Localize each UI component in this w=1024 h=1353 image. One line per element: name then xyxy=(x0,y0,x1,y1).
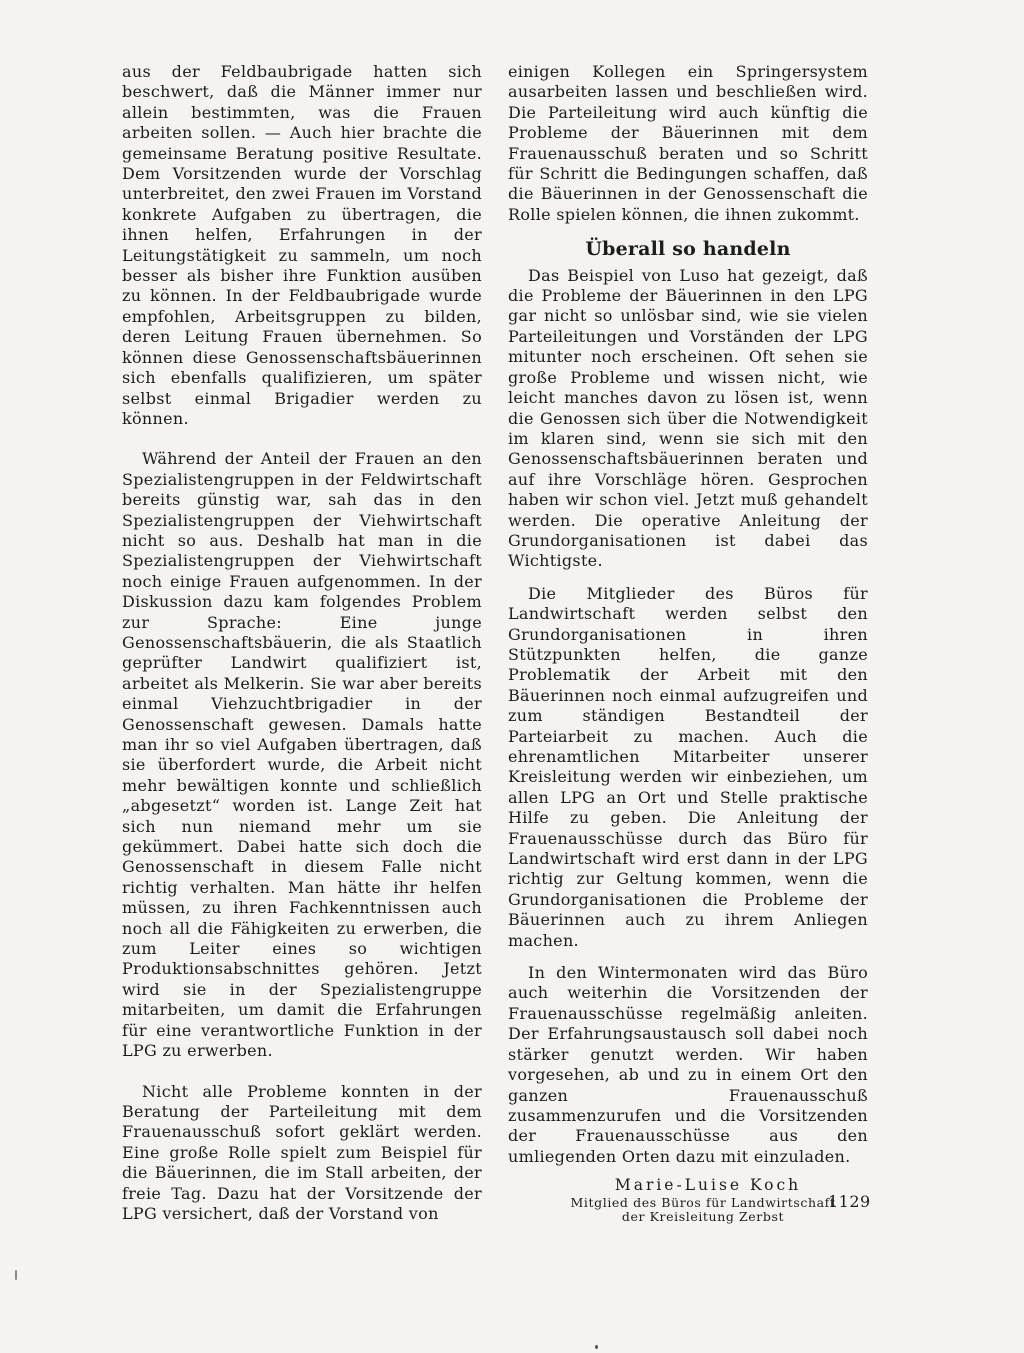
paragraph: Das Beispiel von Luso hat gezeigt, daß die Probleme der Bäuerinnen in den LPG gar nicht so unlösbar sind, wie sie vielen Parteileitungen und Vorständen der LPG mitunter noch erscheinen. Oft sehen sie große Probleme und wissen nicht, wie leicht manches davon zu lösen ist, wenn die Genossen sich über die Notwendigkeit im klaren sind, wenn sie sich mit den Genossenschaftsbäuerinnen beraten und auf ihre Vorschläge hören. Gesprochen haben wir schon viel. Jetzt muß gehandelt werden. Die operative Anleitung der Grundorganisationen ist dabei das Wichtigste. xyxy=(508,265,868,571)
print-speck xyxy=(595,1345,598,1349)
right-column xyxy=(508,62,868,1224)
paragraph: einigen Kollegen ein Springersystem ausarbeiten lassen und beschließen wird. Die Parteileitung wird auch künftig die Probleme der Bäuerinnen mit dem Frauenausschuß beraten und so Schritt für Schritt die Bedingungen schaffen, daß die Bäuerinnen in der Genossenschaft die Rolle spielen können, die ihnen zukommt. xyxy=(508,62,868,224)
signature-block xyxy=(508,1175,868,1223)
section-heading: Überall so handeln xyxy=(585,238,791,261)
page-number: 1129 xyxy=(828,1192,871,1211)
print-speck xyxy=(15,1270,17,1280)
paragraph: aus der Feldbaubrigade hatten sich beschwert, daß die Männer immer nur allein bestimmten, was die Frauen arbeiten sollen. — Auch hier brachte die gemeinsame Beratung positive Resultate. Dem Vorsitzenden wurde der Vorschlag unterbreitet, den zwei Frauen im Vorstand konkrete Aufgaben zu übertragen, die ihnen helfen, Erfahrungen in der Leitungstätigkeit zu sammeln, um noch besser als bisher ihre Funktion ausüben zu können. In der Feldbaubrigade wurde empfohlen, Arbeitsgruppen zu bilden, deren Leitung Frauen übernehmen. So können diese Genossenschaftsbäuerinnen sich ebenfalls qualifizieren, um später selbst einmal Brigadier werden zu können. xyxy=(122,62,482,428)
author-affiliation: der Kreisleitung Zerbst xyxy=(621,1208,785,1224)
author-name: Marie-Luise Koch xyxy=(614,1176,802,1195)
author-role: Mitglied des Büros für Landwirtschaft xyxy=(570,1194,836,1210)
paragraph: Während der Anteil der Frauen an den Spezialistengruppen in der Feldwirtschaft bereits günstig war, sah das in den Spezialistengruppen der Viehwirtschaft nicht so aus. Deshalb hat man in die Spezialistengruppen der Viehwirtschaft noch einige Frauen aufgenommen. In der Diskussion dazu kam folgendes Problem zur Sprache: Eine junge Genossenschaftsbäuerin, die als Staatlich geprüfter Landwirt qualifiziert ist, arbeitet als Melkerin. Sie war aber bereits einmal Viehzuchtbrigadier in der Genossenschaft gewesen. Damals hatte man ihr so viel Aufgaben übertragen, daß sie überfordert wurde, die Arbeit nicht mehr bewältigen konnte und schließlich „abgesetzt“ worden ist. Lange Zeit hat sich nun niemand mehr um sie gekümmert. Dabei hatte sich doch die Genossenschaft in diesem Falle nicht richtig verhalten. Man hätte ihr helfen müssen, zu ihren Fachkenntnissen auch noch all die Fähigkeiten zu erwerben, die zum Leiter eines so wichtigen Produktionsabschnittes gehören. Jetzt wird sie in der Spezialistengruppe mitarbeiten, um damit die Erfahrungen für eine verantwortliche Funktion in der LPG zu erwerben. xyxy=(122,449,482,1061)
paragraph: Nicht alle Probleme konnten in der Beratung der Parteileitung mit dem Frauenausschuß sofort geklärt werden. Eine große Rolle spielt zum Beispiel für die Bäuerinnen, die im Stall arbeiten, der freie Tag. Dazu hat der Vorsitzende der LPG versichert, daß der Vorstand von xyxy=(122,1081,482,1223)
left-column xyxy=(122,62,482,1224)
paragraph: In den Wintermonaten wird das Büro auch weiterhin die Vorsitzenden der Frauenausschüsse regelmäßig anleiten. Der Erfahrungsaustausch soll dabei noch stärker genutzt werden. Wir haben vorgesehen, ab und zu in einem Ort den ganzen Frauenausschuß zusammenzurufen und die Vorsitzenden der Frauenausschüsse aus den umliegenden Orten dazu mit einzuladen. xyxy=(508,963,868,1166)
paragraph: Die Mitglieder des Büros für Landwirtschaft werden selbst den Grundorganisationen in ihren Stützpunkten helfen, die ganze Problematik der Arbeit mit den Bäuerinnen noch einmal aufzugreifen und zum ständigen Bestandteil der Parteiarbeit zu machen. Auch die ehrenamtlichen Mitarbeiter unserer Kreisleitung werden wir einbeziehen, um allen LPG an Ort und Stelle praktische Hilfe zu geben. Die Anleitung der Frauenausschüsse durch das Büro für Landwirtschaft wird erst dann in der LPG richtig zur Geltung kommen, wenn die Grundorganisationen die Probleme der Bäuerinnen auch zu ihrem Anliegen machen. xyxy=(508,583,868,950)
